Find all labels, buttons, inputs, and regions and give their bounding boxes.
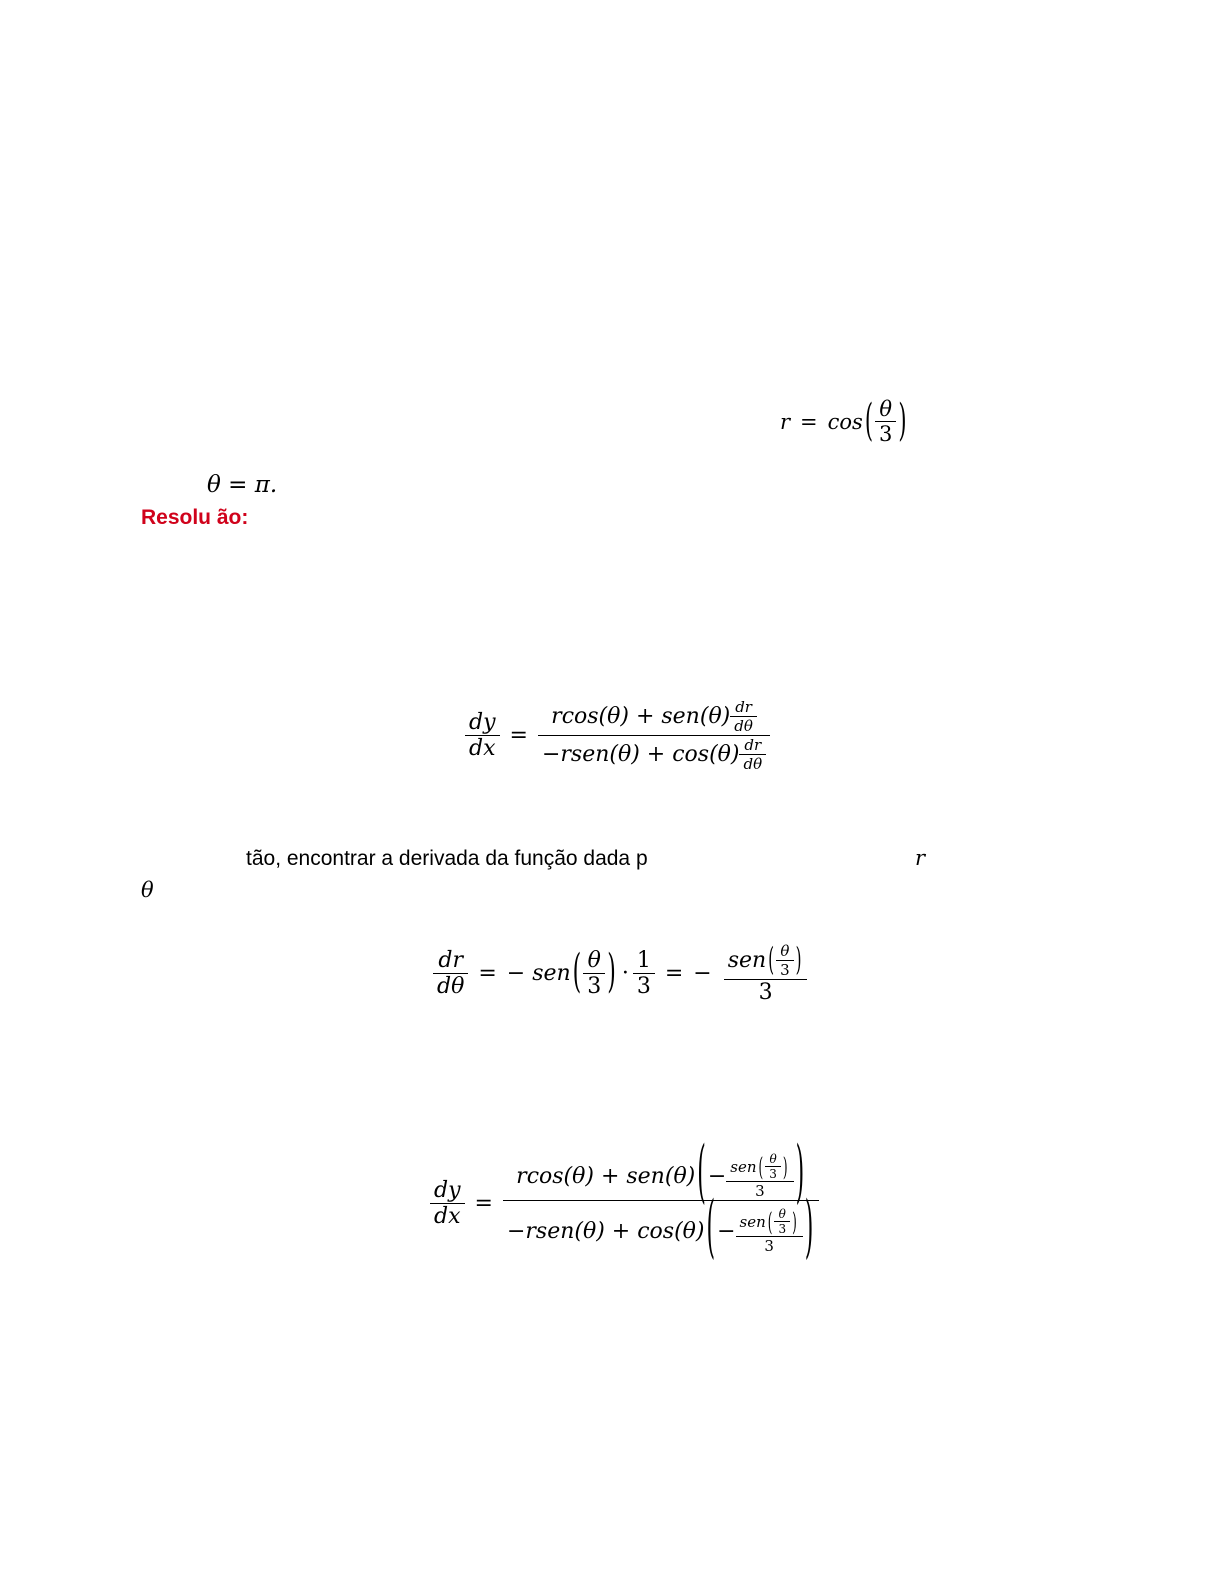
frac-numerator: θ (587, 948, 601, 973)
minus-sign: − (707, 1163, 727, 1189)
paren-group (757, 1152, 790, 1181)
derivative-formula (465, 698, 770, 773)
denominator (538, 736, 770, 773)
sen-function: sen (727, 948, 767, 973)
numerator (736, 1207, 803, 1236)
theta-over-three (583, 948, 605, 999)
theta-over-three (875, 397, 896, 446)
result-fraction (724, 942, 808, 1005)
frac-denominator: 3 (636, 974, 651, 999)
theta-over-three (776, 942, 794, 979)
left-paren: ( (758, 1151, 764, 1182)
sen-function: sen (739, 1212, 766, 1231)
main-fraction (538, 698, 770, 773)
dr-dtheta-fraction (433, 948, 468, 999)
right-paren: ) (782, 1151, 788, 1182)
equals-sign: = (509, 723, 528, 748)
minus-sen: − sen (506, 961, 571, 986)
paren-group (766, 942, 803, 979)
denominator (503, 1190, 819, 1269)
dy: dy (434, 1178, 461, 1203)
dr: dr (438, 948, 463, 973)
denominator: 3 (764, 1237, 774, 1255)
left-paren: ( (768, 940, 775, 979)
cos-function: cos (827, 409, 863, 434)
minus-sign: − (693, 961, 712, 986)
dy-dx-fraction (430, 1178, 465, 1229)
paren-group (863, 397, 909, 446)
dtheta: dθ (743, 755, 763, 773)
theta-variable: θ (141, 878, 154, 902)
dr-dtheta (739, 736, 766, 773)
equals-sign: = (664, 961, 684, 986)
paren-group (571, 948, 618, 999)
theta-over-three (774, 1207, 790, 1236)
right-paren: ) (795, 1135, 805, 1214)
frac-numerator: θ (879, 397, 893, 421)
r-variable: r (780, 409, 791, 434)
theta-over-three (765, 1152, 781, 1181)
right-paren: ) (795, 940, 802, 979)
dtheta: dθ (734, 717, 753, 735)
paren-group (766, 1207, 799, 1236)
left-paren: ( (767, 1206, 773, 1237)
sen-fraction (736, 1207, 803, 1255)
numerator-expression: rcos(θ) + sen(θ) (516, 1163, 696, 1189)
dx: dx (434, 1204, 461, 1229)
main-fraction (503, 1135, 819, 1269)
minus-sign: − (717, 1218, 736, 1244)
dr: dr (744, 736, 762, 754)
equals-sign: = (800, 409, 818, 434)
frac-numerator: 1 (636, 948, 651, 973)
numerator (724, 942, 808, 979)
right-paren: ) (804, 1190, 814, 1269)
dr: dr (735, 698, 752, 716)
dot-operator: · (621, 961, 629, 986)
equals-sign: = (474, 1191, 493, 1216)
left-paren: ( (864, 395, 874, 446)
body-text-line: tão, encontrar a derivada da função dada p (246, 847, 648, 870)
frac-numerator: θ (780, 942, 790, 960)
theta-equals-pi: θ = π. (207, 472, 278, 498)
dr-dtheta (730, 698, 757, 735)
denominator: 3 (758, 980, 773, 1005)
frac-numerator: θ (778, 1207, 786, 1221)
numerator (726, 1152, 793, 1181)
dy: dy (469, 710, 496, 735)
right-paren: ) (607, 946, 616, 999)
right-paren: ) (792, 1206, 797, 1237)
dtheta: dθ (437, 974, 465, 999)
r-variable: r (915, 846, 926, 870)
sen-function: sen (730, 1157, 757, 1176)
frac-denominator: 3 (780, 961, 790, 979)
dr-dtheta-derivation (433, 942, 807, 1005)
denominator-expression: −rsen(θ) + cos(θ) (541, 742, 740, 767)
one-third (633, 948, 655, 999)
resolution-heading: Resolu ão: (141, 506, 249, 529)
numerator (512, 1135, 810, 1214)
sen-fraction (726, 1152, 793, 1200)
equals-sign: = (478, 961, 497, 986)
frac-denominator: 3 (769, 1167, 777, 1181)
frac-denominator: 3 (778, 1222, 787, 1236)
right-paren: ) (898, 395, 907, 446)
frac-numerator: θ (769, 1152, 777, 1166)
numerator (547, 698, 761, 735)
denominator-expression: −rsen(θ) + cos(θ) (506, 1218, 705, 1244)
paren-group (704, 1190, 815, 1269)
final-derivative-formula (430, 1135, 819, 1269)
dx: dx (469, 736, 496, 761)
left-paren: ( (572, 946, 582, 999)
dy-dx-fraction (465, 710, 500, 761)
frac-denominator: 3 (879, 422, 893, 446)
left-paren: ( (706, 1190, 716, 1269)
frac-denominator: 3 (587, 974, 602, 999)
left-paren: ( (697, 1135, 706, 1214)
denominator: 3 (755, 1182, 765, 1200)
numerator-expression: rcos(θ) + sen(θ) (551, 704, 731, 729)
problem-function (780, 397, 909, 446)
